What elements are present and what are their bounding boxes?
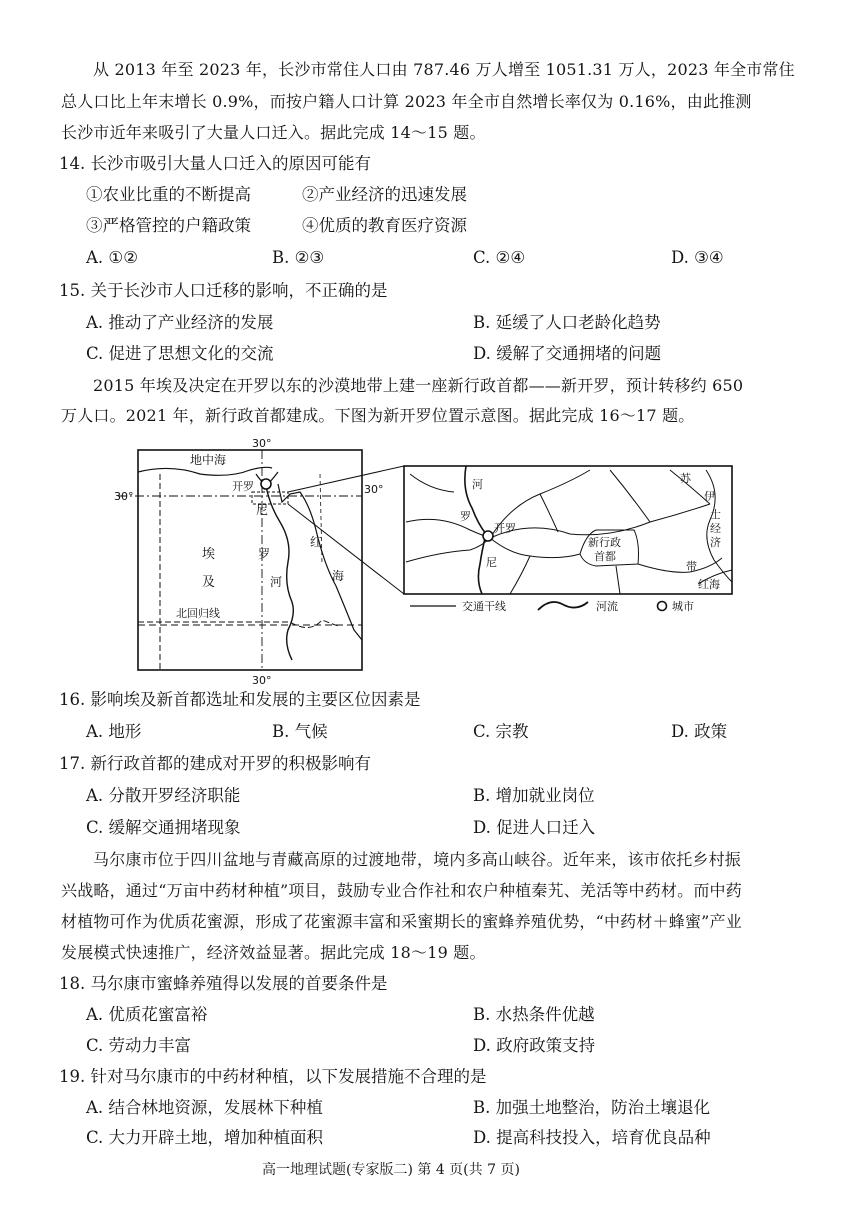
passage-1-line-3: 长沙市近年来吸引了大量人口迁入。据此完成 14～15 题。 [61,123,486,142]
question-14-option-c: C. ②④ [473,248,526,267]
question-18-option-b: B. 水热条件优越 [473,1005,595,1024]
mediterranean-coast [138,467,272,475]
question-14-item-2: ②产业经济的迅速发展 [302,185,467,204]
question-14-option-a: A. ①② [86,248,138,267]
map-legend [410,599,694,613]
nile-river [266,486,293,660]
egypt-map [114,437,384,687]
inset-river-label-3: 尼 [486,556,497,569]
egypt-south-border [138,620,338,628]
question-16-option-d: D. 政策 [671,722,728,741]
page-footer: 高一地理试题(专家版二) 第 4 页(共 7 页) [262,1162,520,1178]
lat-left-label: 30° [114,490,134,503]
new-capital-inset [404,466,732,594]
suez-label-5: 济 [710,536,721,549]
passage-1-line-2: 总人口比上年末增长 0.9%，而按户籍人口计算 2023 年全市自然增长率仅为 0.16%，由此推测 [61,92,752,111]
cairo-label: 开罗 [232,480,254,493]
question-16-option-c: C. 宗教 [473,722,529,741]
suez-label-3: 士 [710,508,721,521]
question-17-option-b: B. 增加就业岗位 [473,786,595,805]
question-18-option-c: C. 劳动力丰富 [86,1036,192,1055]
passage-2-line-1: 2015 年埃及决定在开罗以东的沙漠地带上建一座新行政首都——新开罗，预计转移约 650 [93,376,744,395]
road-11 [616,566,620,594]
nile-label-1: 尼 [256,503,269,517]
question-14-item-3: ③严格管控的户籍政策 [86,216,251,235]
legend-river-label: 河流 [596,600,618,613]
road-2 [490,504,710,538]
question-19-option-c: C. 大力开辟土地，增加种植面积 [86,1128,324,1147]
lon-top-label: 30° [252,437,272,450]
new-capital-label-2: 首都 [594,550,616,563]
passage-3-line-4: 发展模式快速推广，经济效益显著。据此完成 18～19 题。 [61,943,486,962]
question-18-option-a: A. 优质花蜜富裕 [86,1005,208,1024]
inset-cairo-marker [483,531,493,541]
question-16-stem: 16. 影响埃及新首都选址和发展的主要区位因素是 [59,690,421,709]
nile-label-2: 罗 [258,547,271,561]
new-cairo-location-map [110,434,750,690]
road-4 [406,538,490,562]
egypt-label-2: 及 [202,575,216,590]
question-18-stem: 18. 马尔康市蜜蜂养殖得以发展的首要条件是 [59,974,388,993]
road-7 [540,494,558,532]
lat-right-label: 30° [364,483,384,496]
question-19-option-b: B. 加强土地整治，防治土壤退化 [473,1098,711,1117]
inset-river-label-1: 河 [472,478,483,491]
road-8 [610,470,650,522]
question-17-option-a: A. 分散开罗经济职能 [86,786,241,805]
red-sea-label-2: 海 [332,569,345,583]
passage-1-line-1: 从 2013 年至 2023 年，长沙市常住人口由 787.46 万人增至 1051.31 万人，2023 年全市常住 [93,60,795,79]
question-15-option-c: C. 促进了思想文化的交流 [86,344,274,363]
inset-river-label-2: 罗 [460,510,471,523]
question-19-option-a: A. 结合林地资源，发展林下种植 [86,1098,323,1117]
inset-frame [404,466,732,594]
question-17-option-d: D. 促进人口迁入 [473,818,596,837]
cairo-marker [261,479,271,489]
road-10 [510,556,530,594]
inset-red-sea-label: 红海 [698,578,720,591]
egypt-label-1: 埃 [202,547,216,562]
question-16-option-b: B. 气候 [272,722,328,741]
question-19-option-d: D. 提高科技投入，培育优良品种 [473,1128,711,1147]
question-17-option-c: C. 缓解交通拥堵现象 [86,818,241,837]
legend-road-label: 交通干线 [462,600,506,613]
question-18-option-d: D. 政府政策支持 [473,1036,596,1055]
lon-bottom-label: 30° [252,674,272,687]
legend-city-label: 城市 [672,600,694,613]
legend-river-symbol [538,602,588,610]
passage-3-line-2: 兴战略，通过“万亩中药材种植”项目，鼓励专业合作社和农户种植秦艽、羌活等中药材。而中药 [61,881,742,900]
question-14-item-1: ①农业比重的不断提高 [86,185,251,204]
suez-label-4: 经 [710,522,721,535]
road-3 [490,538,580,558]
passage-2-line-2: 万人口。2021 年，新行政首都建成。下图为新开罗位置示意图。据此完成 16～17 题。 [61,406,695,425]
question-14-option-b: B. ②③ [272,248,325,267]
passage-3-line-1: 马尔康市位于四川盆地与青藏高原的过渡地带，境内多高山峡谷。近年来，该市依托乡村振 [93,850,742,869]
mediterranean-label: 地中海 [190,453,227,467]
red-sea-label-1: 红 [310,535,323,549]
inset-leader-top [288,466,404,492]
question-17-stem: 17. 新行政首都的建成对开罗的积极影响有 [59,754,371,773]
nile-label-3: 河 [270,575,283,589]
question-19-stem: 19. 针对马尔康市的中药材种植，以下发展措施不合理的是 [59,1067,487,1086]
red-sea-coast [278,484,362,640]
suez-label-1: 苏 [680,472,691,485]
question-14-item-4: ④优质的教育医疗资源 [302,216,467,235]
question-15-stem: 15. 关于长沙市人口迁移的影响，不正确的是 [59,281,388,300]
new-capital-label-1: 新行政 [588,536,621,549]
road-9 [638,558,722,572]
question-14-stem: 14. 长沙市吸引大量人口迁入的原因可能有 [59,154,371,173]
inset-cairo-label: 开罗 [494,522,516,535]
road-6 [410,474,454,492]
passage-3-line-3: 材植物可作为优质花蜜源，形成了花蜜源丰富和采蜜期长的蜜蜂养殖优势，“中药材＋蜂蜜”产业 [61,912,742,931]
suez-label-6: 带 [686,560,697,573]
tropic-label: 北回归线 [176,607,220,620]
question-15-option-d: D. 缓解了交通拥堵的问题 [473,344,662,363]
question-15-option-a: A. 推动了产业经济的发展 [86,313,274,332]
question-16-option-a: A. 地形 [86,722,142,741]
legend-city-symbol [658,602,667,611]
question-15-option-b: B. 延缓了人口老龄化趋势 [473,313,661,332]
suez-label-2: 伊 [704,490,715,503]
question-14-option-d: D. ③④ [671,248,724,267]
inset-leader-bottom [288,504,404,594]
